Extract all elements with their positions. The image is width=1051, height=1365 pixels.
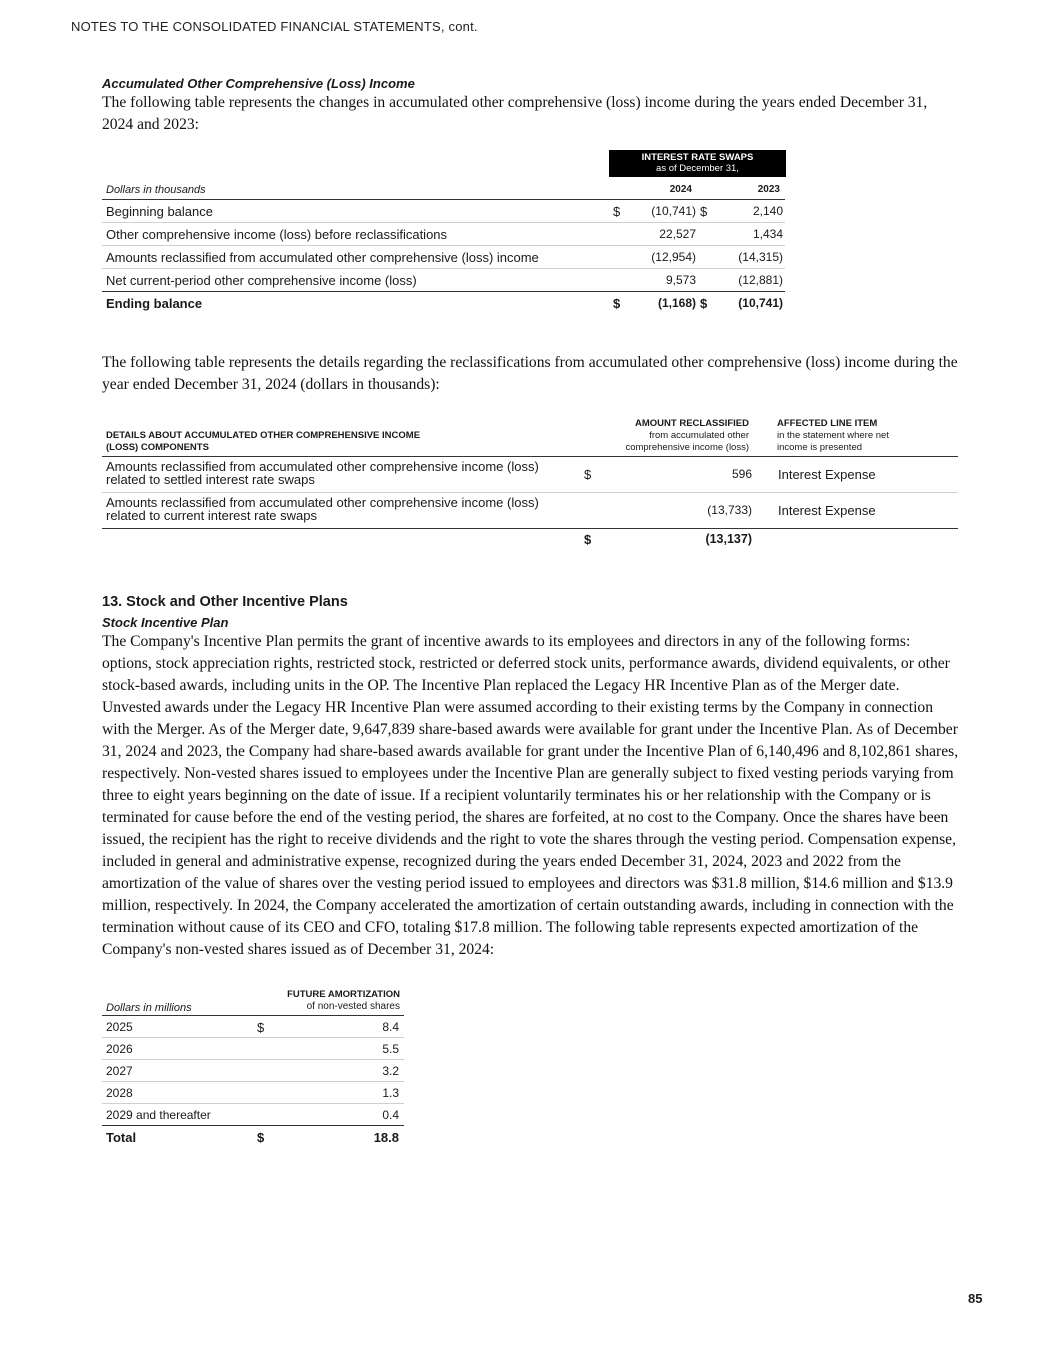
running-header: NOTES TO THE CONSOLIDATED FINANCIAL STATEMENTS, cont. bbox=[71, 19, 478, 34]
reclass-header bbox=[102, 416, 958, 457]
reclass-col-amount: AMOUNT RECLASSIFIED from accumulated other comprehensive income (loss) bbox=[625, 418, 749, 453]
stock-subheading: Stock Incentive Plan bbox=[102, 615, 229, 630]
table-row-total: Ending balance $ (1,168) $ (10,741) bbox=[106, 296, 783, 311]
stock-body: The Company's Incentive Plan permits the grant of incentive awards to its employees and directors in any of the following forms: options, stock appreciation rights, restricted stock, restricted or deferred stock units, performance awards, dividend equivalents, or other stock-based awards, including units in the OP. The Incentive Plan replaced the Legacy HR Incentive Plan as of the Merger date. Unvested awards under the Legacy HR Incentive Plan were assumed according to their existing terms by the Company in connection with the Merger. As of the Merger date, 9,647,839 share-based awards were available for grant under the Incentive Plan. As of December 31, 2024 and 2023, the Company had share-based awards available for grant under the Incentive Plan of 6,140,496 and 8,102,861 shares, respectively. Non-vested shares issued to employees under the Incentive Plan are generally subject to fixed vesting periods varying from three to eight years beginning on the date of issue. If a recipient voluntarily terminates his or her relationship with the Company or is terminated for cause before the end of the vesting period, the shares are forfeited, at no cost to the Company. Once the shares have been issued, the recipient has the right to receive dividends and the right to vote the shares through the vesting period. Compensation expense, included in general and administrative expense, recognized during the years ended December 31, 2024, 2023 and 2022 from the amortization of the value of shares over the vesting period issued to employees and directors was $31.8 million, $14.6 million and $13.9 million, respectively. In 2024, the Company accelerated the amortization of certain outstanding awards, including in connection with the termination without cause of its CEO and CFO, totaling $17.8 million. The following table represents expected amortization of the Company's non-vested shares issued as of December 31, 2024: bbox=[102, 633, 959, 958]
table-row-total: $ (13,137) bbox=[584, 532, 752, 547]
reclass-table bbox=[102, 416, 958, 551]
amortization-units-label: Dollars in millions bbox=[106, 1002, 192, 1014]
amortization-col-header: FUTURE AMORTIZATION of non-vested shares bbox=[287, 989, 400, 1012]
table-row: 2025 $ 8.4 bbox=[102, 1016, 404, 1038]
table-row-total: Total $ 18.8 bbox=[106, 1130, 399, 1145]
table-row: Amounts reclassified from accumulated other comprehensive income (loss) related to settled interest rate swaps $ 596 Interest Expense bbox=[102, 457, 958, 493]
section-title: 13. Stock and Other Incentive Plans bbox=[102, 594, 348, 610]
table-row: Amounts reclassified from accumulated other comprehensive (loss) income (12,954) (14,315) bbox=[102, 246, 785, 269]
amortization-header bbox=[102, 985, 404, 1016]
table-row: Other comprehensive income (loss) before reclassifications 22,527 1,434 bbox=[102, 223, 785, 246]
aoci-units-label: Dollars in thousands bbox=[106, 184, 206, 196]
aoci-year-2023: 2023 bbox=[757, 184, 780, 195]
table-row: 2026 5.5 bbox=[102, 1038, 404, 1060]
table-row: Net current-period other comprehensive income (loss) 9,573 (12,881) bbox=[102, 269, 785, 292]
table-row: 2029 and thereafter 0.4 bbox=[102, 1104, 404, 1126]
table-row: 2028 1.3 bbox=[102, 1082, 404, 1104]
aoci-heading: Accumulated Other Comprehensive (Loss) Income bbox=[102, 76, 415, 91]
aoci-rows bbox=[102, 200, 785, 314]
table-row: 2027 3.2 bbox=[102, 1060, 404, 1082]
aoci-year-2024: 2024 bbox=[669, 184, 692, 195]
aoci-years-row bbox=[102, 183, 785, 200]
aoci-intro: The following table represents the changes in accumulated other comprehensive (loss) income during the years ended December 31, 2024 and 2023: bbox=[102, 94, 928, 133]
page-number: 85 bbox=[968, 1291, 983, 1306]
reclass-col-line-item: AFFECTED LINE ITEM in the statement where net income is presented bbox=[777, 418, 889, 453]
aoci-table bbox=[102, 150, 785, 338]
reclass-col-details: DETAILS ABOUT ACCUMULATED OTHER COMPREHENSIVE INCOME (LOSS) COMPONENTS bbox=[106, 430, 421, 453]
reclass-intro: The following table represents the details regarding the reclassifications from accumulated other comprehensive (loss) income during the year ended December 31, 2024 (dollars in thousands): bbox=[102, 354, 958, 393]
aoci-column-group-header: INTEREST RATE SWAPS as of December 31, bbox=[609, 150, 786, 177]
table-row: Amounts reclassified from accumulated other comprehensive income (loss) related to current interest rate swaps (13,733) Interest Expense bbox=[102, 493, 958, 529]
amortization-table bbox=[102, 985, 404, 1147]
table-row: Beginning balance $ (10,741) $ 2,140 bbox=[102, 200, 785, 223]
page-content bbox=[102, 76, 960, 1147]
